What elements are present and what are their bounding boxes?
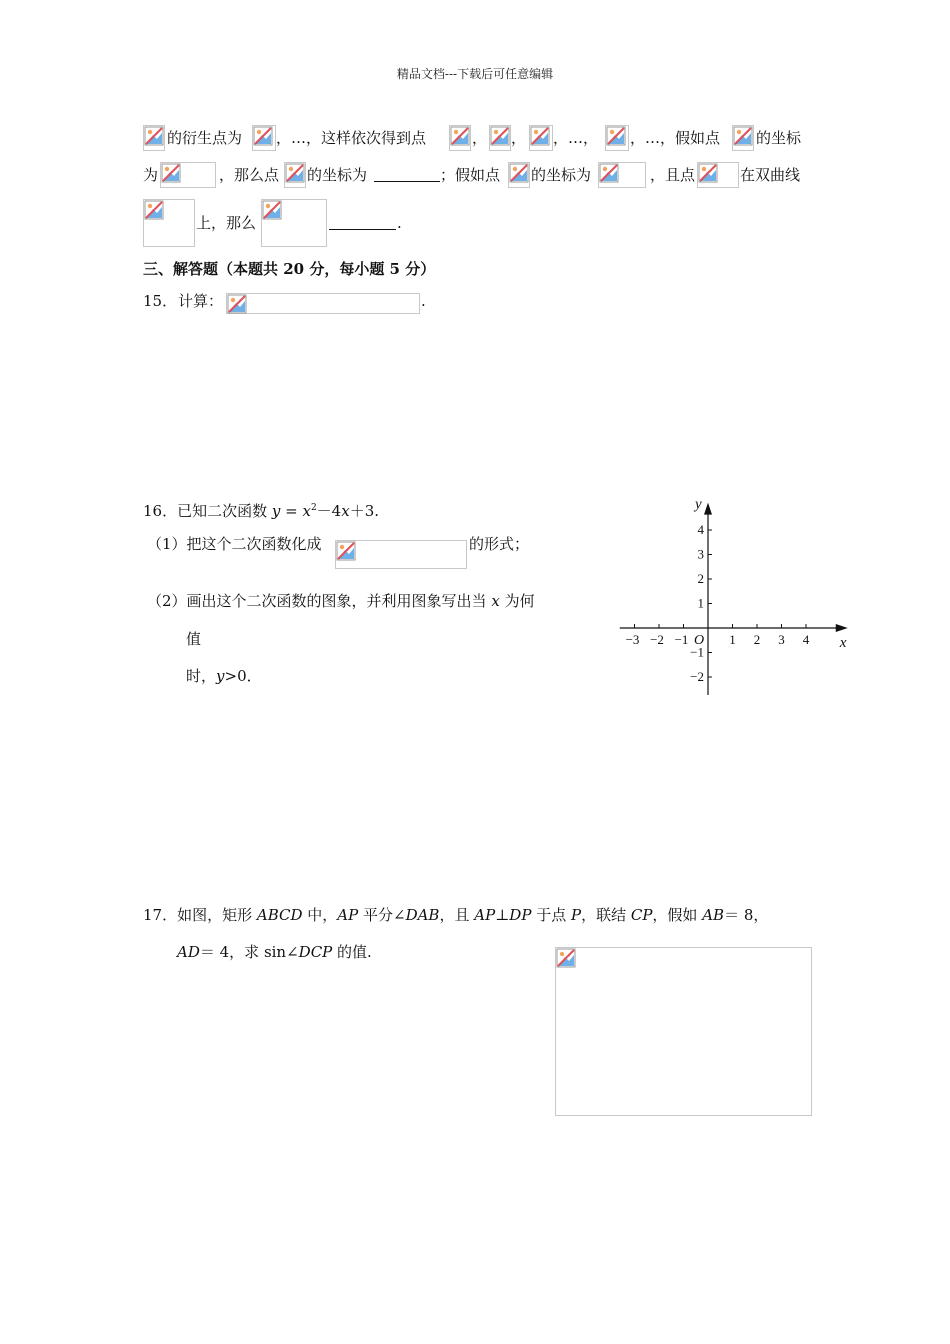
q14-text: 的坐标为	[531, 166, 592, 184]
var: DP	[509, 906, 532, 924]
q17-text: ，且	[439, 906, 475, 924]
formula-image	[732, 125, 754, 151]
q16-part2-line3	[186, 666, 262, 686]
formula-image	[598, 162, 646, 188]
y-tick-label: 2	[697, 571, 704, 586]
var: DAB	[405, 906, 440, 924]
var: ABCD	[256, 906, 303, 924]
q16-text: 为何	[499, 592, 535, 610]
x-tick-label: 2	[753, 632, 761, 647]
broken-image-icon	[227, 294, 247, 314]
broken-image-icon	[262, 200, 282, 220]
x-tick-label: −2	[650, 632, 664, 647]
var: AD	[177, 943, 200, 961]
var-x: x	[302, 502, 311, 520]
q17-text: ，联结	[581, 906, 631, 924]
broken-image-icon	[509, 163, 529, 183]
question-number: 16．	[143, 502, 178, 520]
formula-image	[143, 199, 195, 247]
q16-text: ＋3.	[349, 502, 379, 520]
q14-text: ，	[472, 129, 488, 147]
var: AP	[337, 906, 359, 924]
q14-text: 为	[143, 166, 159, 184]
var: CP	[630, 906, 653, 924]
q16-text: 时，	[186, 667, 217, 685]
formula-image	[252, 125, 276, 151]
q14-text: 的衍生点为	[167, 129, 243, 147]
q16-part2	[147, 591, 535, 611]
q14-text: ，…，假如点	[630, 129, 721, 147]
exponent: 2	[310, 503, 317, 513]
q16-stem	[143, 498, 379, 521]
broken-image-icon	[698, 163, 718, 183]
q17-line1	[143, 905, 768, 925]
broken-image-icon	[556, 948, 576, 968]
var: DCP	[298, 943, 333, 961]
broken-image-icon	[606, 126, 626, 146]
q16-text: －4	[316, 502, 342, 520]
question-number: 15．	[143, 292, 178, 310]
broken-image-icon	[161, 163, 181, 183]
broken-image-icon	[144, 126, 164, 146]
q14-text: ，…，这样依次得到点	[276, 129, 427, 147]
q14-text: 的坐标为	[307, 166, 368, 184]
x-tick-label: 3	[778, 632, 785, 647]
q14-text: ，	[511, 129, 527, 147]
x-axis-label: x	[839, 635, 847, 651]
question-number: 17．	[143, 906, 178, 924]
var: AB	[702, 906, 725, 924]
formula-image	[508, 162, 530, 188]
q14-text: 的坐标	[756, 129, 802, 147]
broken-image-icon	[144, 200, 164, 220]
q17-text: 于点	[531, 906, 571, 924]
page-header: 精品文档---下载后可任意编辑	[396, 67, 554, 81]
broken-image-icon	[285, 163, 305, 183]
q17-text: ⊥	[495, 906, 510, 924]
formula-image	[284, 162, 306, 188]
q17-text: ，假如	[652, 906, 703, 924]
broken-image-icon	[733, 126, 753, 146]
q14-text: ，…，	[553, 129, 599, 147]
broken-image-icon	[530, 126, 550, 146]
var-x: x	[341, 502, 350, 520]
y-tick-label: 4	[697, 522, 704, 537]
q17-text: 平分∠	[358, 906, 406, 924]
q14-text: .	[397, 214, 402, 232]
q16-text: =	[280, 502, 303, 520]
var-y: y	[271, 502, 281, 520]
var: AP	[474, 906, 496, 924]
formula-image	[160, 162, 216, 188]
broken-image-icon	[253, 126, 273, 146]
q16-part1: （1）把这个二次函数化成	[147, 535, 322, 553]
x-tick-label: −3	[625, 632, 640, 647]
x-tick-label: 4	[802, 632, 810, 647]
q16-part1-tail: 的形式；	[469, 535, 530, 553]
y-axis-arrow	[704, 503, 712, 515]
q16-text: （2）画出这个二次函数的图象，并利用图象写出当	[147, 592, 492, 610]
formula-image	[261, 199, 327, 247]
y-tick-label: 1	[697, 595, 704, 611]
y-tick-label: −1	[690, 644, 704, 660]
formula-image	[226, 293, 420, 314]
q14-text: 在双曲线	[740, 166, 801, 184]
var: P	[570, 906, 582, 924]
answer-blank	[374, 167, 440, 182]
origin-label: O	[694, 633, 705, 648]
q14-text: ，且点	[650, 166, 696, 184]
q17-text: 如图，矩形	[177, 906, 257, 924]
broken-image-icon	[336, 541, 356, 561]
formula-image	[335, 540, 467, 569]
y-axis-label: y	[695, 496, 702, 513]
coordinate-axes	[610, 480, 860, 695]
q16-text: >0．	[224, 667, 262, 685]
y-tick-label: −2	[690, 669, 704, 684]
formula-image	[449, 125, 471, 151]
q17-text: ＝ 8，	[724, 906, 769, 924]
q16-text: 已知二次函数	[177, 502, 272, 520]
formula-image	[143, 125, 165, 151]
var-x: x	[491, 592, 500, 610]
formula-image	[697, 162, 739, 188]
section-title: 三、解答题（本题共 20 分，每小题 5 分）	[143, 260, 436, 278]
var-y: y	[216, 667, 225, 685]
x-axis-arrow	[836, 624, 848, 632]
q14-text: ，那么点	[219, 166, 280, 184]
q14-text: 上，那么	[196, 214, 257, 232]
q17-line2	[177, 942, 372, 962]
x-tick-label: 1	[729, 632, 736, 647]
q17-text: 的值.	[332, 943, 372, 961]
q16-part2-line2: 值	[186, 630, 202, 648]
broken-image-icon	[599, 163, 619, 183]
broken-image-icon	[490, 126, 510, 146]
q17-text: 中，	[302, 906, 338, 924]
formula-image	[489, 125, 511, 151]
figure-image	[555, 947, 812, 1116]
q17-text: ＝ 4，求 sin∠	[199, 943, 299, 961]
formula-image	[605, 125, 629, 151]
q15-text: 计算：	[178, 292, 224, 310]
answer-blank	[329, 215, 396, 230]
broken-image-icon	[450, 126, 470, 146]
q15-text: .	[421, 292, 426, 310]
formula-image	[529, 125, 553, 151]
y-tick-label: 3	[697, 546, 704, 562]
x-tick-label: −1	[674, 632, 689, 647]
q14-text: ；假如点	[440, 166, 501, 184]
